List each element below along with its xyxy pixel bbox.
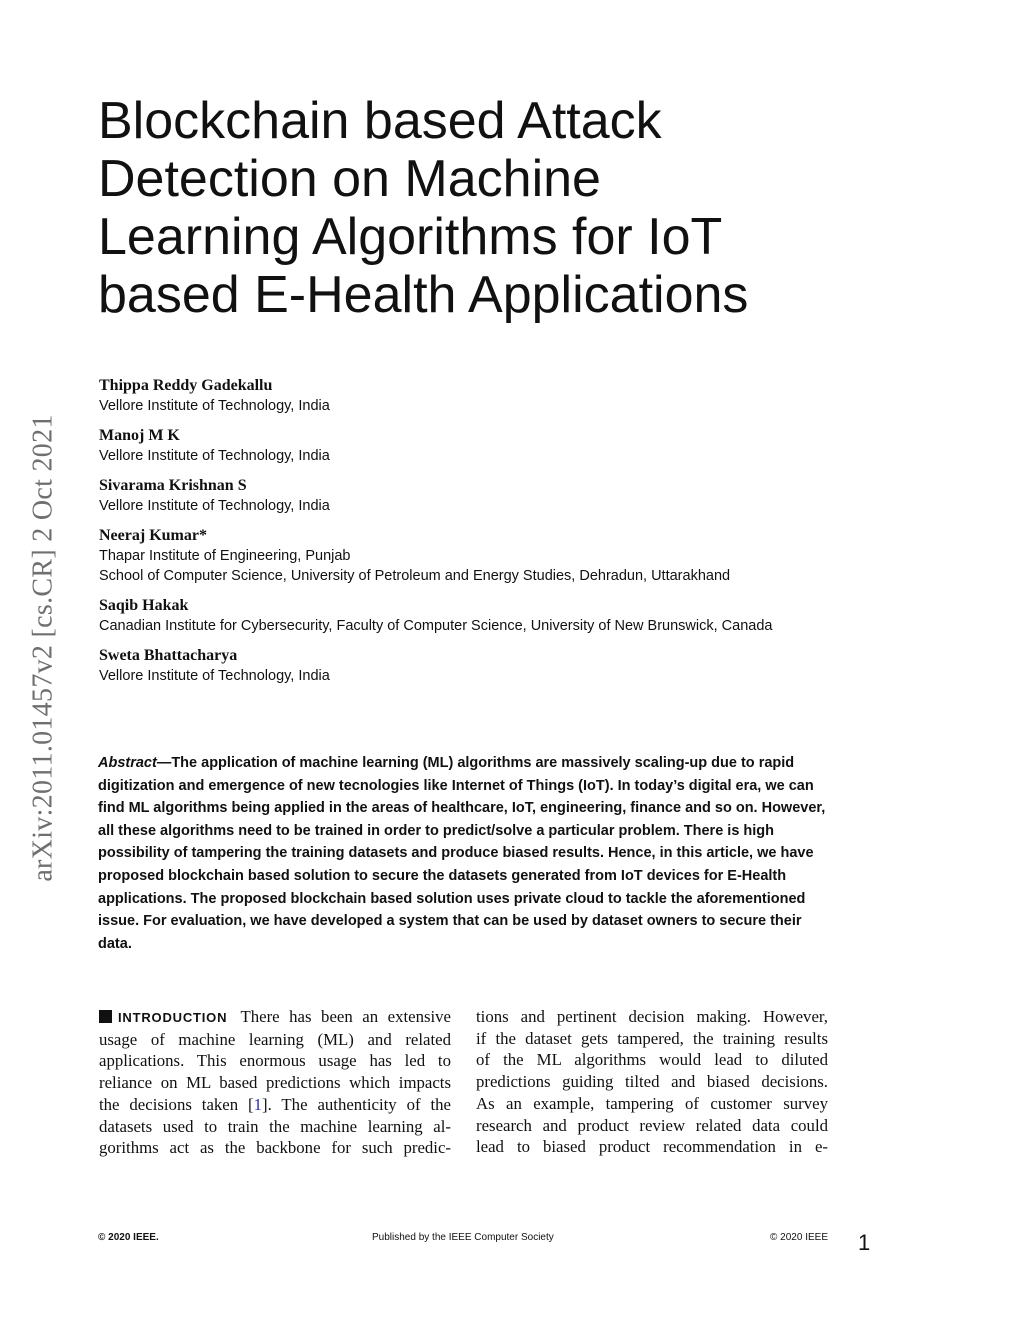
title-line: based E-Health Applications — [98, 266, 749, 324]
section-square-icon — [99, 1010, 112, 1023]
intro-line-text: ]. The authenticity of the — [262, 1094, 451, 1114]
page-footer — [98, 1232, 828, 1248]
intro-line: applications. This enormous usage has led to — [99, 1051, 451, 1071]
author-list — [99, 376, 899, 696]
citation-link[interactable]: 1 — [253, 1094, 263, 1114]
paper-title — [98, 92, 858, 324]
author-block — [99, 426, 899, 466]
intro-line: lead to biased product recommendation in e- — [476, 1137, 828, 1157]
page-number: 1 — [858, 1230, 871, 1255]
author-block — [99, 596, 899, 636]
arxiv-stamp — [24, 368, 64, 928]
intro-line: of the ML algorithms would lead to diluted — [476, 1050, 828, 1070]
author-block — [99, 476, 899, 516]
author-affiliation: Vellore Institute of Technology, India — [99, 498, 330, 514]
intro-line-text: There has been an extensive — [240, 1007, 451, 1026]
author-name: Neeraj Kumar* — [99, 527, 207, 544]
intro-line-text: the decisions taken [ — [99, 1094, 254, 1114]
author-affiliation: School of Computer Science, University of Petroleum and Energy Studies, Dehradun, Uttarakhand — [99, 568, 731, 584]
author-name: Sivarama Krishnan S — [99, 477, 247, 494]
author-block — [99, 646, 899, 686]
intro-line: if the dataset gets tampered, the training results — [476, 1028, 828, 1048]
title-line: Detection on Machine — [98, 150, 601, 208]
author-block — [99, 526, 899, 586]
title-line: Learning Algorithms for IoT — [98, 208, 723, 266]
intro-line: datasets used to train the machine learning al- — [99, 1116, 451, 1136]
intro-left-column — [99, 1006, 451, 1159]
author-affiliation: Thapar Institute of Engineering, Punjab — [99, 548, 351, 564]
author-affiliation: Vellore Institute of Technology, India — [99, 398, 330, 414]
intro-line: reliance on ML based predictions which impacts — [99, 1073, 451, 1093]
footer-copyright-right: © 2020 IEEE — [770, 1232, 828, 1243]
intro-line: tions and pertinent decision making. However, — [476, 1007, 828, 1026]
abstract — [98, 752, 828, 955]
author-affiliation: Vellore Institute of Technology, India — [99, 448, 330, 464]
intro-right-column — [476, 1006, 828, 1158]
footer-publisher: Published by the IEEE Computer Society — [372, 1232, 554, 1243]
arxiv-stamp-text: arXiv:2011.01457v2 [cs.CR] 2 Oct 2021 — [28, 414, 59, 882]
author-name: Sweta Bhattacharya — [99, 647, 238, 664]
intro-line — [99, 1094, 451, 1116]
author-name: Thippa Reddy Gadekallu — [99, 377, 273, 394]
abstract-text: —The application of machine learning (ML) algorithms are massively scaling-up due to rapid digitization and emergence of new tecnologies like Internet of Things (IoT). In today’s digital era, we can find ML algorithms being applied in the areas of healthcare, IoT, engineering, finance and so on. However, all these algorithms need to be trained in order to predict/solve a particular problem. There is high possibility of tampering the training datasets and produce biased results. Hence, in this article, we have proposed blockchain based solution to secure the datasets generated from IoT devices for E-Health applications. The proposed blockchain based solution uses private cloud to tackle the aforementioned issue. For evaluation, we have developed a system that can be used by dataset owners to secure their data. — [98, 755, 826, 952]
intro-first-line — [99, 1006, 451, 1029]
intro-line: As an example, tampering of customer survey — [476, 1093, 828, 1113]
author-block — [99, 376, 899, 416]
intro-line: predictions guiding tilted and biased decisions. — [476, 1072, 828, 1092]
author-affiliation: Vellore Institute of Technology, India — [99, 668, 330, 684]
author-name: Saqib Hakak — [99, 597, 189, 614]
abstract-label: Abstract — [98, 755, 157, 771]
section-heading: INTRODUCTION — [118, 1010, 228, 1025]
author-name: Manoj M K — [99, 427, 180, 444]
intro-line: usage of machine learning (ML) and related — [99, 1029, 451, 1049]
author-affiliation: Canadian Institute for Cybersecurity, Faculty of Computer Science, University of New Brunswick, Canada — [99, 618, 773, 634]
title-line: Blockchain based Attack — [98, 92, 662, 150]
footer-copyright: © 2020 IEEE. — [98, 1232, 159, 1243]
intro-line: research and product review related data could — [476, 1115, 828, 1135]
intro-line: gorithms act as the backbone for such predic- — [99, 1138, 451, 1158]
